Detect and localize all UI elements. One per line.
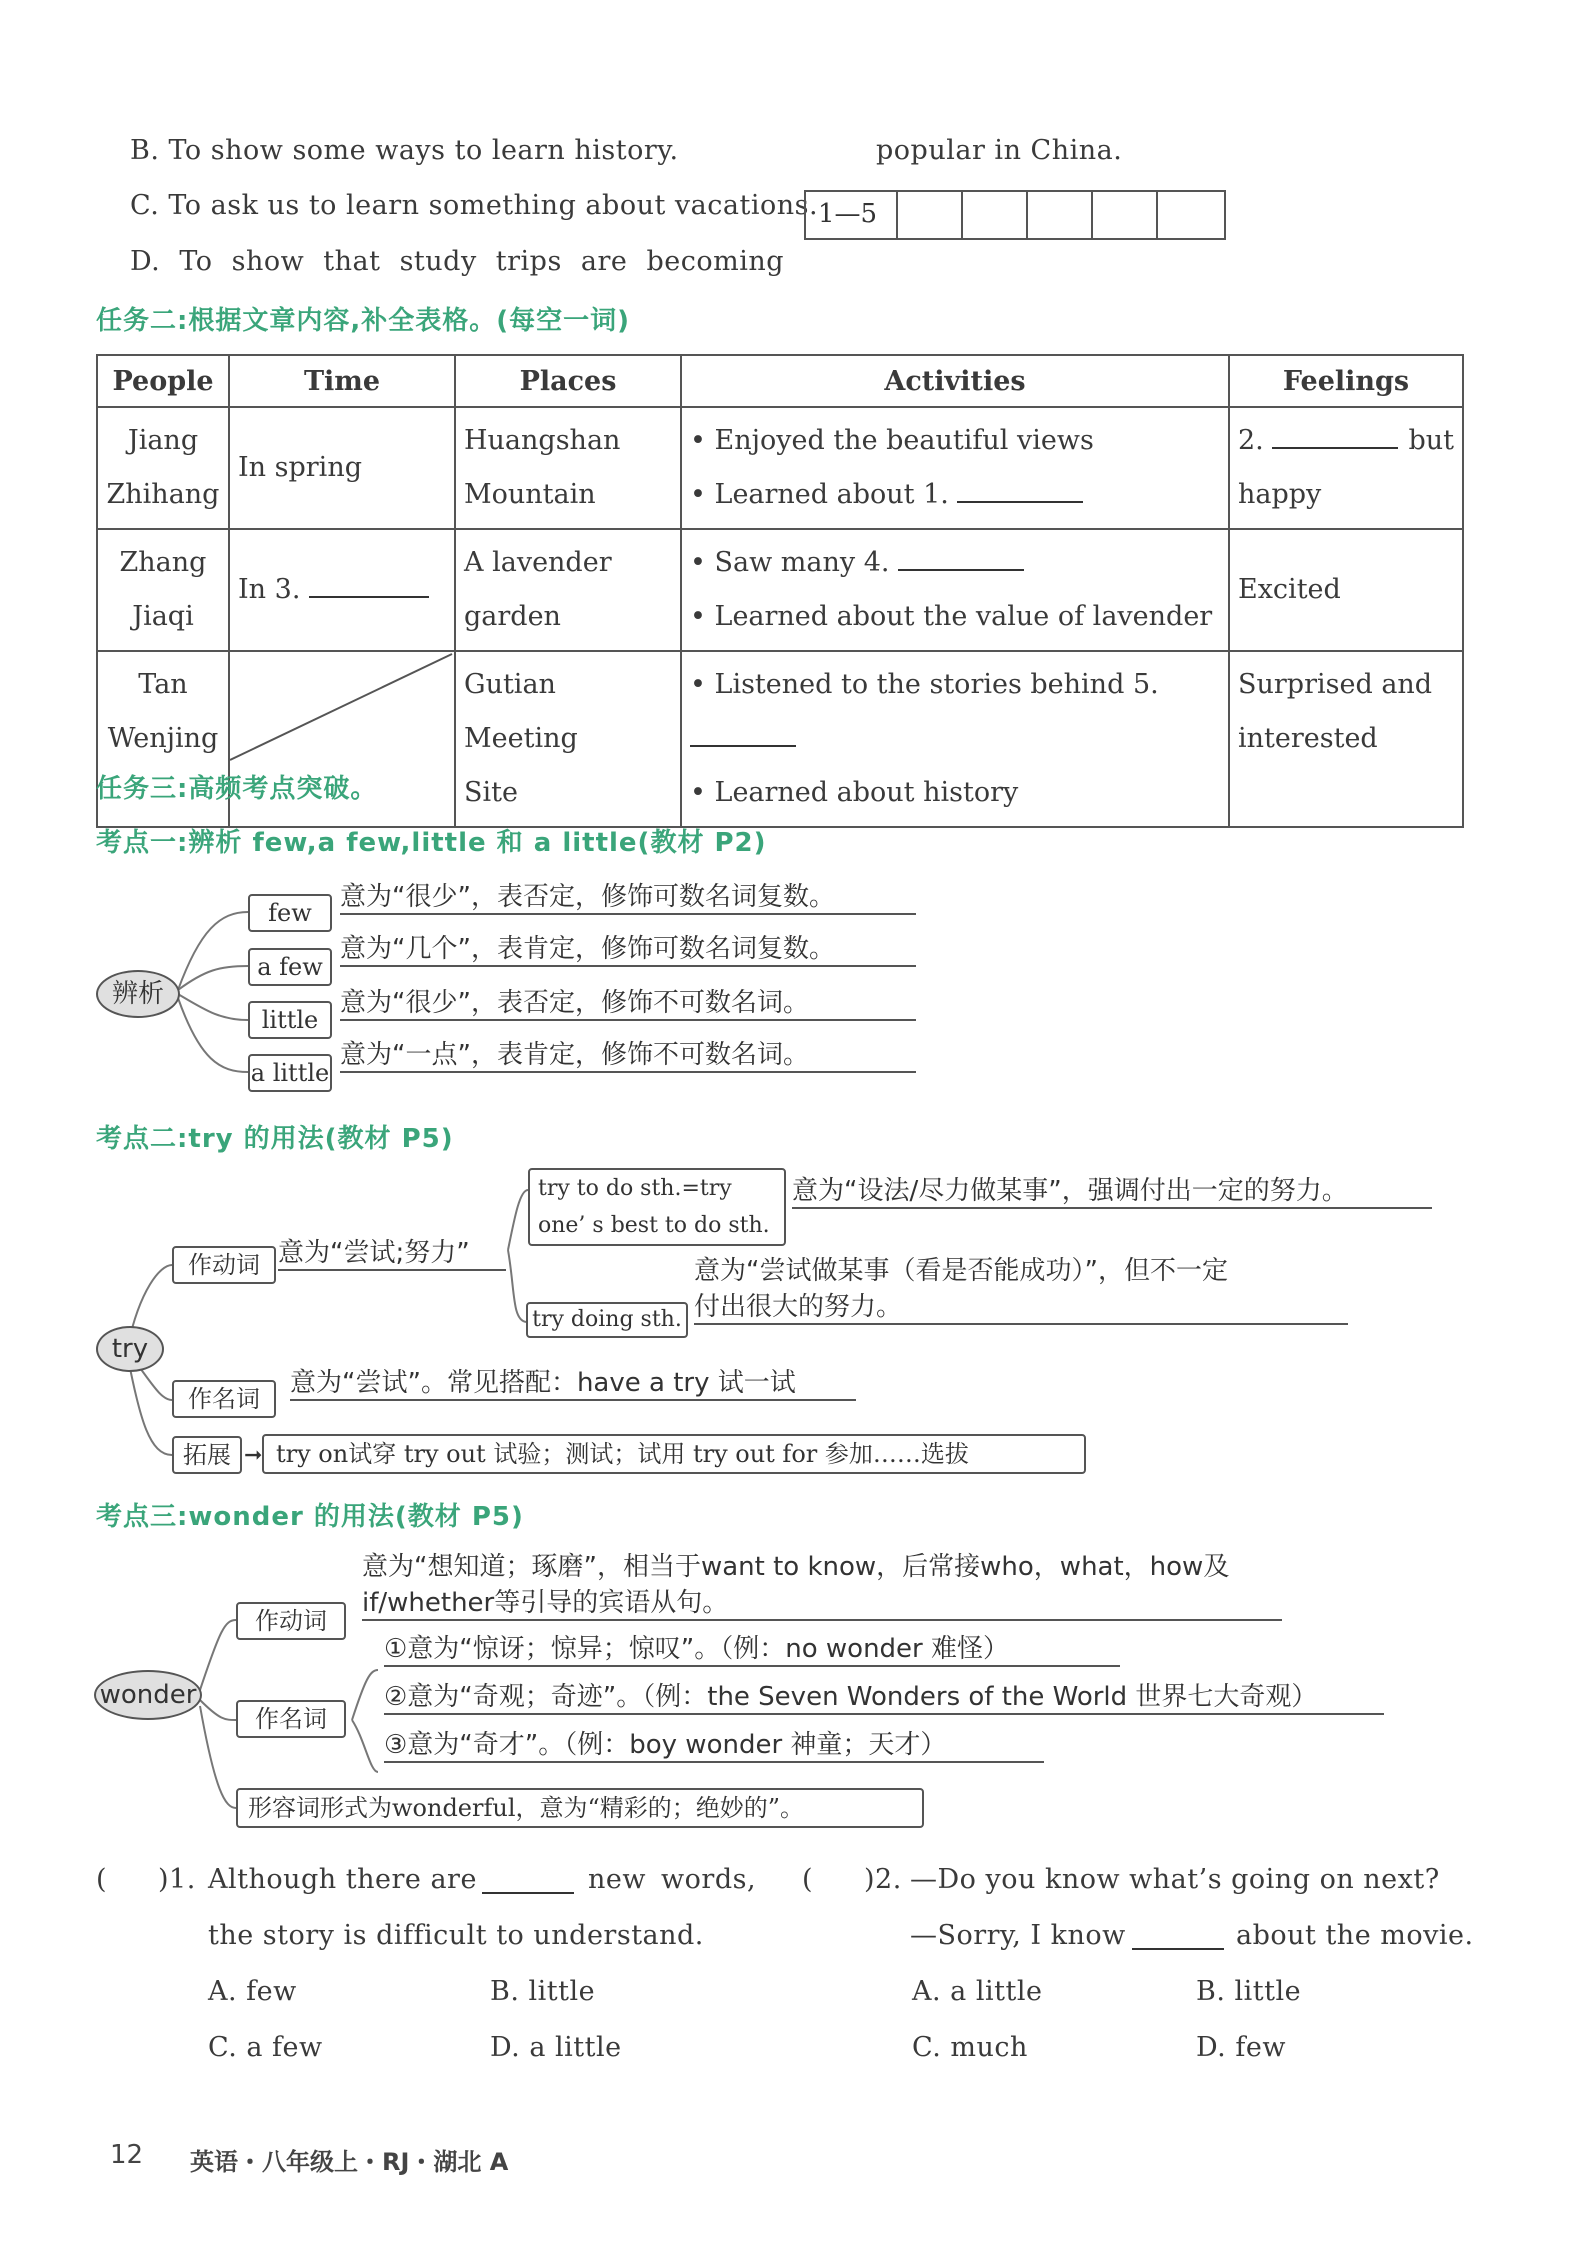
wonder-noun-item-2: ②意为“奇观；奇迹”。（例：the Seven Wonders of the World 世界七大奇观）	[384, 1676, 1384, 1715]
cell-activities: • Listened to the stories behind 5. • Learned about history	[681, 651, 1229, 827]
q1-number: )1.	[158, 1864, 196, 1895]
word-box-a-few: a few	[248, 948, 332, 986]
word-box-few: few	[248, 894, 332, 932]
page-number: 12	[110, 2140, 144, 2170]
cell-places: Gutian Meeting Site	[455, 651, 681, 827]
try-doing-meaning-line1: 意为“尝试做某事（看是否能成功）”，但不一定	[694, 1256, 1228, 1286]
q1-option-c[interactable]: C. a few	[208, 2032, 323, 2063]
label-verb: 作动词	[172, 1246, 276, 1284]
col-header: People	[97, 355, 229, 407]
word-box-a-little: a little	[248, 1054, 332, 1092]
cell-time: In 3.	[229, 529, 455, 651]
q1-option-a[interactable]: A. few	[208, 1976, 297, 2007]
cell-people: Tan Wenjing	[97, 651, 229, 827]
option-b: B. To show some ways to learn history.	[130, 135, 679, 166]
q2-option-b[interactable]: B. little	[1196, 1976, 1302, 2007]
label-verb-wonder: 作动词	[236, 1602, 346, 1640]
cell-places: A lavender garden	[455, 529, 681, 651]
word-box-little: little	[248, 1001, 332, 1039]
wonder-verb-line1: 意为“想知道；琢磨”，相当于want to know，后常接who，what，how及	[362, 1552, 1230, 1582]
q2-option-a[interactable]: A. a little	[912, 1976, 1043, 2007]
task3-heading: 任务三:高频考点突破。	[96, 774, 378, 804]
q1-paren-open: (	[96, 1864, 108, 1895]
q1-line2: the story is difficult to understand.	[208, 1920, 704, 1951]
arrow-icon: ➞	[244, 1443, 263, 1468]
meaning-little: 意为“很少”，表否定，修饰不可数名词。	[340, 982, 916, 1021]
q1-answer-slot[interactable]	[112, 1864, 152, 1894]
cell-time: In spring	[229, 407, 455, 529]
noun-meaning: 意为“尝试”。常见搭配：have a try 试一试	[290, 1362, 856, 1401]
cell-activities: • Saw many 4. • Learned about the value of lavender	[681, 529, 1229, 651]
try-doing-box: try doing sth.	[526, 1302, 688, 1338]
label-noun: 作名词	[172, 1380, 276, 1418]
point2-heading: 考点二:try 的用法(教材 P5)	[96, 1124, 454, 1154]
cell-activities: • Enjoyed the beautiful views • Learned about 1.	[681, 407, 1229, 529]
wonder-noun-item-1: ①意为“惊讶；惊异；惊叹”。（例：no wonder 难怪）	[384, 1628, 1120, 1667]
cell-people: Jiang Zhihang	[97, 407, 229, 529]
label-noun-wonder: 作名词	[236, 1700, 346, 1738]
q1-line1a: Although there are	[208, 1864, 477, 1895]
option-d-line1: D. To show that study trips are becoming	[130, 246, 785, 277]
cell-feelings: 2. but happy	[1229, 407, 1463, 529]
col-header: Activities	[681, 355, 1229, 407]
q1-line1b: new words,	[588, 1864, 757, 1895]
mindmap-center-try: try	[96, 1326, 164, 1372]
q2-number: )2.	[864, 1864, 902, 1895]
col-header: Feelings	[1229, 355, 1463, 407]
label-extension: 拓展	[172, 1436, 242, 1474]
q2-line1: —Do you know what’s going on next?	[910, 1864, 1440, 1895]
option-d-line2: popular in China.	[876, 135, 1123, 166]
verb-meaning: 意为“尝试;努力”	[278, 1232, 506, 1271]
q1-option-b[interactable]: B. little	[490, 1976, 596, 2007]
col-header: Places	[455, 355, 681, 407]
q2-paren-open: (	[802, 1864, 814, 1895]
mindmap-center-wonder: wonder	[94, 1670, 202, 1720]
col-header: Time	[229, 355, 455, 407]
answer-grid-label: 1—5	[806, 192, 898, 238]
cell-feelings: Surprised and interested	[1229, 651, 1463, 827]
try-to-do-meaning: 意为“设法/尽力做某事”，强调付出一定的努力。	[792, 1170, 1432, 1209]
mindmap-center-bianxi: 辨析	[96, 970, 180, 1018]
meaning-a-few: 意为“几个”，表肯定，修饰可数名词复数。	[340, 928, 916, 967]
extension-box: try on试穿 try out 试验；测试；试用 try out for 参加……选拔	[262, 1434, 1086, 1474]
q2-line2b: about the movie.	[1236, 1920, 1474, 1951]
task2-heading: 任务二:根据文章内容,补全表格。(每空一词)	[96, 306, 631, 336]
meaning-few: 意为“很少”，表否定，修饰可数名词复数。	[340, 876, 916, 915]
q2-option-d[interactable]: D. few	[1196, 2032, 1286, 2063]
q1-option-d[interactable]: D. a little	[490, 2032, 622, 2063]
option-c: C. To ask us to learn something about vacations.	[130, 190, 819, 221]
cell-people: Zhang Jiaqi	[97, 529, 229, 651]
meaning-a-little: 意为“一点”，表肯定，修饰不可数名词。	[340, 1034, 916, 1073]
footer-text: 英语・八年级上・RJ・湖北 A	[190, 2148, 509, 2176]
q2-line2a: —Sorry, I know	[910, 1920, 1126, 1951]
q2-option-c[interactable]: C. much	[912, 2032, 1028, 2063]
cell-places: Huangshan Mountain	[455, 407, 681, 529]
point3-heading: 考点三:wonder 的用法(教材 P5)	[96, 1502, 524, 1532]
wonder-noun-item-3: ③意为“奇才”。（例：boy wonder 神童；天才）	[384, 1724, 1044, 1763]
q2-blank[interactable]	[1132, 1948, 1224, 1950]
wonder-adjective-box: 形容词形式为wonderful，意为“精彩的；绝妙的”。	[236, 1788, 924, 1828]
try-to-do-box: try to do sth.=try one’ s best to do sth.	[528, 1168, 786, 1246]
try-doing-meaning-line2: 付出很大的努力。	[694, 1286, 1348, 1325]
q2-answer-slot[interactable]	[818, 1864, 858, 1894]
wonder-verb-line2: if/whether等引导的宾语从句。	[362, 1582, 1282, 1621]
point1-heading: 考点一:辨析 few,a few,little 和 a little(教材 P2)	[96, 828, 767, 858]
cell-feelings: Excited	[1229, 529, 1463, 651]
q1-blank[interactable]	[482, 1892, 574, 1894]
